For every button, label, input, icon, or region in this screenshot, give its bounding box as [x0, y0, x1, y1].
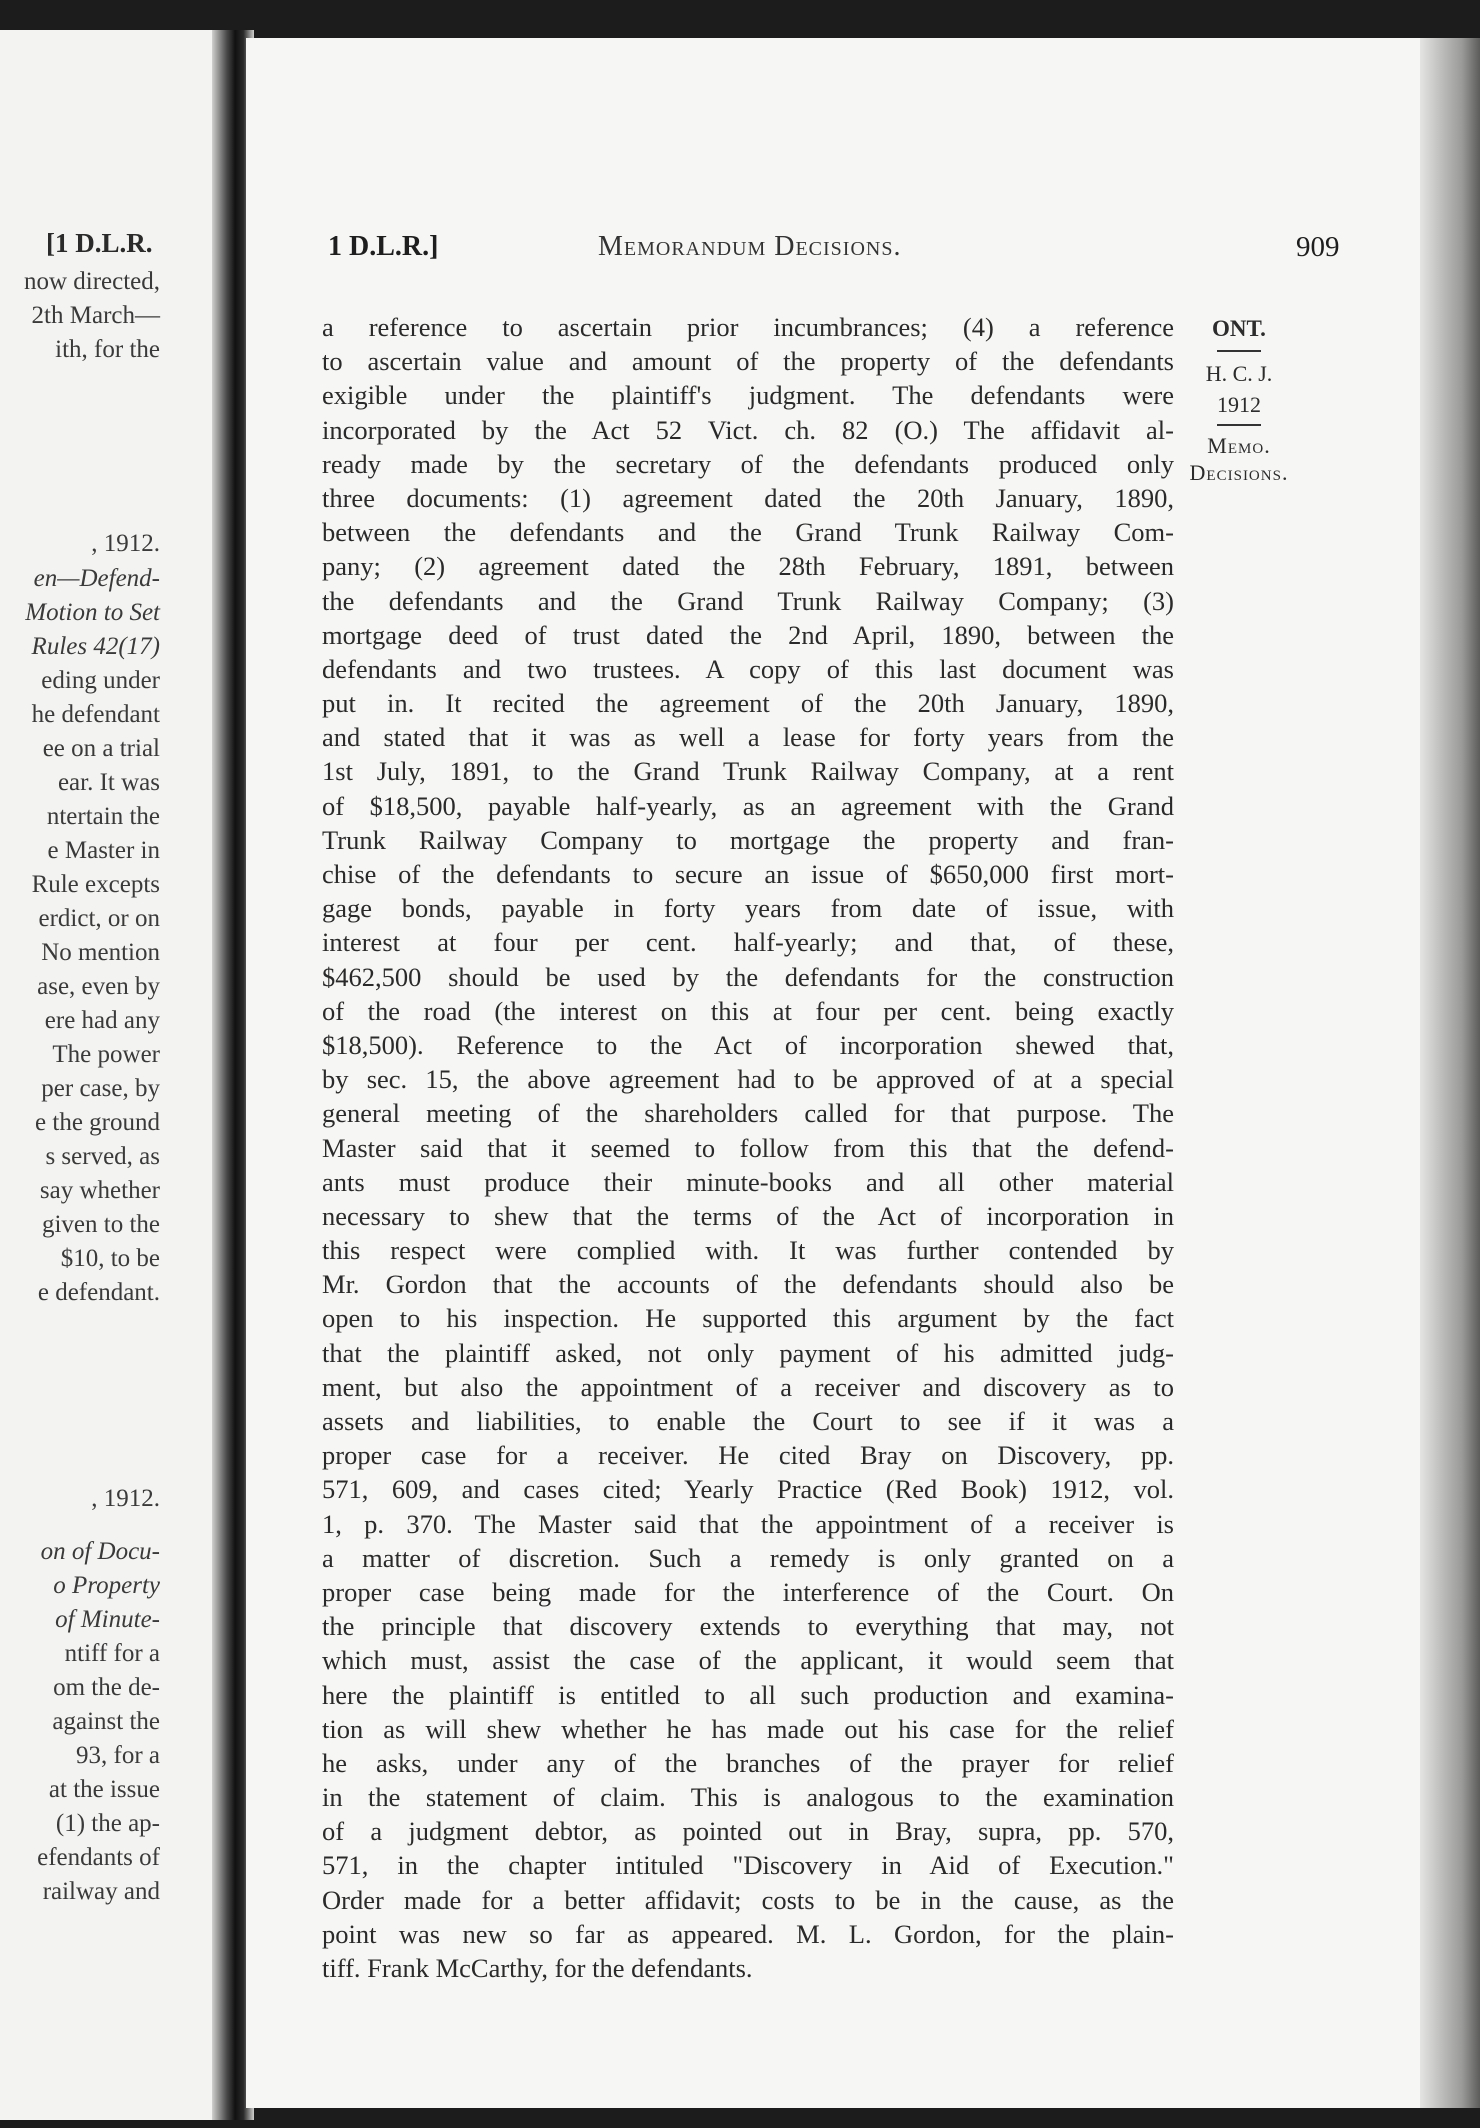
- sidenote-court: ONT.: [1212, 316, 1266, 341]
- left-page-line: No mention: [41, 939, 160, 966]
- sidenote-label: Decisions.: [1189, 460, 1289, 485]
- left-page-line: ere had any: [44, 1007, 160, 1034]
- body-line: Order made for a better affidavit; costs to be in the cause, as the: [322, 1884, 1174, 1915]
- sidenote-rule: [1217, 424, 1261, 426]
- sidenote-rule: [1217, 350, 1261, 352]
- body-line: Mr. Gordon that the accounts of the defendants should also be: [322, 1269, 1174, 1300]
- left-page: [0, 30, 232, 2120]
- body-line: ment, but also the appointment of a receiver and discovery as to: [322, 1371, 1174, 1402]
- body-line: put in. It recited the agreement of the 20th January, 1890,: [322, 688, 1174, 719]
- body-line: the defendants and the Grand Trunk Railway Company; (3): [322, 585, 1174, 616]
- left-page-line: s served, as: [45, 1143, 160, 1170]
- body-line: in the statement of claim. This is analogous to the examination: [322, 1782, 1174, 1813]
- body-line: ants must produce their minute-books and all other material: [322, 1166, 1174, 1197]
- body-line: point was new so far as appeared. M. L. Gordon, for the plain-: [322, 1918, 1174, 1949]
- body-line: $462,500 should be used by the defendants for the construction: [322, 961, 1174, 992]
- left-page-line: ntertain the: [46, 803, 160, 830]
- left-page-line: Rule excepts: [31, 871, 160, 898]
- left-page-line: ntiff for a: [64, 1640, 160, 1667]
- body-line: tiff. Frank McCarthy, for the defendants.: [322, 1953, 753, 1983]
- body-line: Master said that it seemed to follow from this that the defend-: [322, 1132, 1174, 1163]
- body-line: to ascertain value and amount of the property of the defendants: [322, 346, 1174, 377]
- body-text: [322, 310, 1174, 1985]
- body-line: open to his inspection. He supported this argument by the fact: [322, 1303, 1174, 1334]
- body-line: proper case for a receiver. He cited Bray on Discovery, pp.: [322, 1440, 1174, 1471]
- body-line: 571, 609, and cases cited; Yearly Practice (Red Book) 1912, vol.: [322, 1474, 1174, 1505]
- body-line: chise of the defendants to secure an issue of $650,000 first mort-: [322, 859, 1174, 889]
- body-line: general meeting of the shareholders called for that purpose. The: [322, 1098, 1174, 1129]
- left-page-line: now directed,: [23, 268, 160, 295]
- body-line: and stated that it was as well a lease for forty years from the: [322, 722, 1174, 753]
- body-line: exigible under the plaintiff's judgment. The defendants were: [322, 380, 1174, 411]
- left-page-line: om the de-: [53, 1674, 160, 1701]
- left-page-line: Motion to Set: [25, 599, 160, 626]
- left-page-line: , 1912.: [91, 1485, 160, 1512]
- left-page-line: against the: [52, 1708, 160, 1735]
- body-line: necessary to shew that the terms of the Act of incorporation in: [322, 1200, 1174, 1231]
- page-number: 909: [1296, 231, 1340, 263]
- left-page-line: efendants of: [37, 1844, 160, 1871]
- body-line: assets and liabilities, to enable the Court to see if it was a: [322, 1406, 1174, 1436]
- body-line: proper case being made for the interference of the Court. On: [322, 1576, 1174, 1607]
- left-page-line: per case, by: [41, 1075, 160, 1102]
- left-page-line: e the ground: [35, 1109, 160, 1136]
- page-edge: [1420, 38, 1480, 2108]
- sidenote-label: Memo.: [1207, 433, 1271, 458]
- left-page-line: say whether: [39, 1177, 160, 1204]
- running-head-title: Memorandum Decisions.: [598, 231, 902, 262]
- left-page-line: ase, even by: [37, 973, 160, 1000]
- left-page-line: ee on a trial: [42, 735, 160, 762]
- left-page-line: o Property: [53, 1572, 160, 1599]
- body-line: here the plaintiff is entitled to all such production and examina-: [322, 1679, 1174, 1710]
- right-page: [246, 38, 1446, 2108]
- left-page-line: ith, for the: [55, 336, 160, 363]
- body-line: that the plaintiff asked, not only payment of his admitted judg-: [322, 1337, 1174, 1368]
- left-page-line: e Master in: [47, 837, 160, 864]
- margin-sidenote: [1184, 312, 1294, 486]
- body-line: gage bonds, payable in forty years from date of issue, with: [322, 893, 1174, 924]
- sidenote-year: 1912: [1217, 392, 1261, 417]
- left-page-line: of Minute-: [55, 1606, 160, 1633]
- left-page-line: he defendant: [31, 701, 160, 728]
- left-page-line: 2th March—: [31, 302, 160, 329]
- left-page-line: erdict, or on: [38, 905, 160, 932]
- left-page-line: on of Docu-: [40, 1538, 160, 1565]
- left-page-line: at the issue: [48, 1776, 160, 1803]
- body-line: interest at four per cent. half-yearly; and that, of these,: [322, 927, 1174, 958]
- body-line: 571, in the chapter intituled "Discovery in Aid of Execution.": [322, 1850, 1174, 1881]
- body-line: of the road (the interest on this at four per cent. being exactly: [322, 995, 1174, 1026]
- left-page-line: given to the: [41, 1211, 160, 1238]
- left-page-line: The power: [52, 1041, 160, 1068]
- left-page-line: $10, to be: [60, 1245, 160, 1272]
- left-page-line: 93, for a: [76, 1742, 160, 1769]
- sidenote-division: H. C. J.: [1205, 361, 1273, 386]
- body-line: this respect were complied with. It was further contended by: [322, 1235, 1174, 1266]
- body-line: which must, assist the case of the applicant, it would seem that: [322, 1645, 1174, 1676]
- body-line: $18,500). Reference to the Act of incorporation shewed that,: [322, 1029, 1174, 1060]
- body-line: Trunk Railway Company to mortgage the property and fran-: [322, 824, 1174, 855]
- body-line: of a judgment debtor, as pointed out in Bray, supra, pp. 570,: [322, 1816, 1174, 1847]
- left-page-line: , 1912.: [91, 530, 160, 557]
- body-line: 1, p. 370. The Master said that the appointment of a receiver is: [322, 1508, 1174, 1539]
- left-page-line: Rules 42(17): [31, 633, 160, 660]
- left-page-line: en—Defend-: [33, 565, 160, 592]
- body-line: tion as will shew whether he has made out his case for the relief: [322, 1713, 1174, 1744]
- body-line: a matter of discretion. Such a remedy is only granted on a: [322, 1542, 1174, 1573]
- body-line: a reference to ascertain prior incumbrances; (4) a reference: [322, 312, 1174, 342]
- body-line: ready made by the secretary of the defendants produced only: [322, 448, 1174, 479]
- body-line: mortgage deed of trust dated the 2nd April, 1890, between the: [322, 619, 1174, 650]
- body-line: incorporated by the Act 52 Vict. ch. 82 (O.) The affidavit al-: [322, 414, 1174, 445]
- body-line: between the defendants and the Grand Trunk Railway Com-: [322, 517, 1174, 548]
- left-page-line: e defendant.: [37, 1279, 160, 1306]
- body-line: of $18,500, payable half-yearly, as an agreement with the Grand: [322, 790, 1174, 821]
- body-line: the principle that discovery extends to everything that may, not: [322, 1611, 1174, 1642]
- body-line: 1st July, 1891, to the Grand Trunk Railway Company, at a rent: [322, 756, 1174, 787]
- left-page-line: eding under: [41, 667, 160, 694]
- body-line: he asks, under any of the branches of the prayer for relief: [322, 1747, 1174, 1778]
- body-line: three documents: (1) agreement dated the 20th January, 1890,: [322, 482, 1174, 513]
- body-line: by sec. 15, the above agreement had to be approved of at a special: [322, 1064, 1174, 1095]
- body-line: defendants and two trustees. A copy of this last document was: [322, 653, 1174, 684]
- body-line: pany; (2) agreement dated the 28th February, 1891, between: [322, 551, 1174, 582]
- left-page-line: railway and: [42, 1878, 160, 1905]
- left-page-line: ear. It was: [57, 769, 160, 796]
- left-page-line: (1) the ap-: [55, 1810, 160, 1837]
- left-page-running-head: [1 D.L.R.: [46, 228, 153, 258]
- running-head-volume: 1 D.L.R.]: [328, 231, 439, 262]
